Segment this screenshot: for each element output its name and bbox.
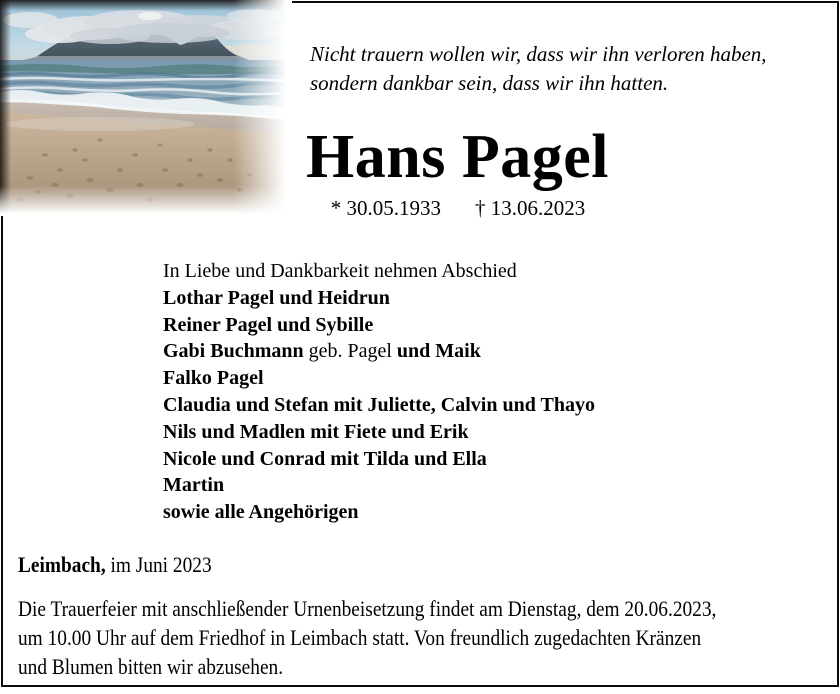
mourner-line (163, 446, 595, 473)
epigraph-line: sondern dankbar sein, dass wir ihn hatten. (310, 70, 669, 95)
mourner-line (163, 312, 595, 339)
mourner-line (163, 285, 595, 312)
mourner-name-segment: Nicole und Conrad mit Tilda und Ella (163, 447, 487, 470)
beach-photo (0, 0, 292, 216)
mourner-name-segment: Falko Pagel (163, 367, 264, 390)
mourner-name-segment: und Maik (396, 340, 481, 363)
mourner-name-segment: Claudia und Stefan mit Juliette, Calvin und Thayo (163, 393, 595, 416)
funeral-line: und Blumen bitten wir abzusehen. (18, 654, 284, 679)
mourner-name-segment: Gabi Buchmann (163, 340, 304, 363)
mourners-list (163, 285, 595, 526)
mourner-line (163, 338, 595, 365)
mourner-name-segment: Lothar Pagel und Heidrun (163, 286, 390, 309)
death-date: † 13.06.2023 (475, 196, 586, 220)
funeral-line: um 10.00 Uhr auf dem Friedhof in Leimbach statt. Von freundlich zugedachten Kränzen (18, 625, 702, 650)
mourner-line (163, 392, 595, 419)
mourner-name-segment: Martin (163, 474, 225, 497)
mourner-name-segment: Reiner Pagel und Sybille (163, 313, 374, 336)
epigraph-line: Nicht trauern wollen wir, dass wir ihn verloren haben, (310, 42, 767, 66)
mourner-line (163, 499, 595, 526)
dateline-date: im Juni 2023 (105, 552, 212, 577)
deceased-name: Hans Pagel (306, 123, 609, 191)
dateline (18, 552, 212, 578)
mourner-line (163, 419, 595, 446)
dateline-place: Leimbach, (18, 552, 106, 577)
funeral-notice (18, 594, 836, 681)
epigraph (310, 40, 767, 97)
funeral-line: Die Trauerfeier mit anschließender Urnenbeisetzung findet am Dienstag, dem 20.06.2023, (18, 596, 717, 621)
mourner-name-segment: Nils und Madlen mit Fiete und Erik (163, 420, 469, 443)
mourner-name-segment: sowie alle Angehörigen (163, 501, 359, 524)
mourner-line (163, 365, 595, 392)
mourners-intro: In Liebe und Dankbarkeit nehmen Abschied (163, 260, 517, 282)
birth-date: * 30.05.1933 (330, 196, 441, 220)
life-dates (306, 196, 610, 221)
mourner-line (163, 472, 595, 499)
photo-feather-fade (0, 0, 292, 216)
mourner-name-segment: geb. Pagel (303, 340, 397, 363)
mourners-block (163, 258, 595, 526)
